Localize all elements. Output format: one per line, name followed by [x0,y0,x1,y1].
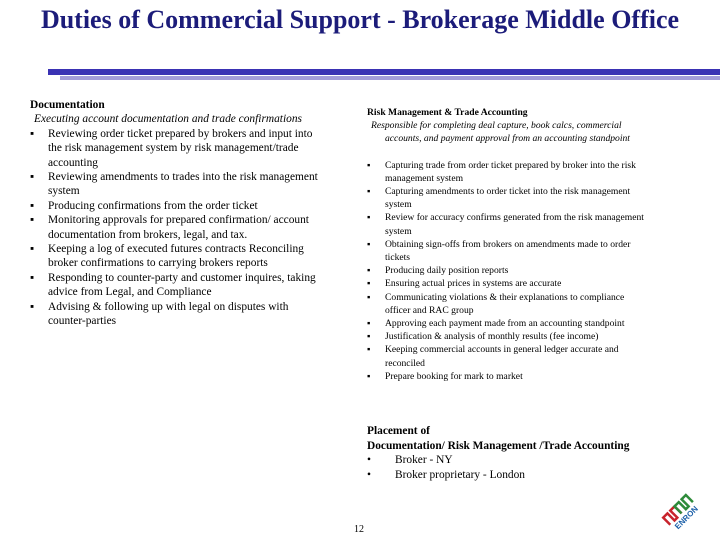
documentation-heading: Documentation [30,99,105,111]
documentation-subtitle: Executing account documentation and trade confirmations [34,113,302,126]
list-item: ▪ Communicating violations & their explanations to compliance officer and RAC group [367,291,625,316]
bullet-icon: ▪ [367,159,371,171]
bullet-icon: ▪ [367,370,371,382]
list-item: ▪ Reviewing amendments to trades into the risk management system [30,171,318,198]
bullet-icon: ▪ [367,344,371,356]
bullet-icon: ▪ [367,318,371,330]
bullet-icon: • [367,468,371,481]
placement-heading-2: Documentation/ Risk Management /Trade Accounting [367,439,630,452]
svg-text:ENRON: ENRON [673,504,700,532]
enron-logo-icon [655,490,710,535]
placement-list [367,453,667,482]
bullet-icon: ▪ [30,199,35,212]
bullet-icon: ▪ [367,238,371,250]
list-item: ▪ Advising & following up with legal on disputes with counter-parties [30,300,289,328]
bullet-icon: ▪ [30,300,35,313]
list-item: ▪ Ensuring actual prices in systems are accurate [367,278,562,290]
bullet-icon: ▪ [367,212,371,224]
page-number: 12 [354,524,364,535]
bullet-icon: • [367,454,371,467]
placement-heading: Placement of [367,425,430,437]
bullet-icon: ▪ [367,291,371,303]
list-item: ▪ Capturing amendments to order ticket into the risk management system [367,186,631,211]
list-item: ▪ Prepare booking for mark to market [367,370,523,382]
list-item: ▪ Review for accuracy confirms generated from the risk management system [367,212,644,237]
list-item: ▪ Monitoring approvals for prepared confirmation/ account documentation from brokers, legal, and tax. [30,214,309,241]
list-item: ▪ Reviewing order ticket prepared by brokers and input into the risk management system by risk management/trade accounting [30,127,313,169]
page-title: Duties of Commercial Support - Brokerage Middle Office [40,5,680,34]
bullet-icon: ▪ [367,278,371,290]
list-item: ▪ Keeping commercial accounts in general ledger accurate and reconciled [367,344,619,369]
list-item: ▪ Responding to counter-party and customer inquires, taking advice from Legal, and Compliance [30,271,316,299]
list-item: ▪ Capturing trade from order ticket prepared by broker into the risk management system [367,159,636,184]
bullet-icon: ▪ [30,214,35,227]
list-item: ▪ Justification & analysis of monthly results (fee income) [367,331,599,343]
list-item: ▪ Obtaining sign-offs from brokers on amendments made to order tickets [367,238,631,264]
risk-subtitle: Responsible for completing deal capture, book calcs, commercial accounts, and payment approval from an accounting standpoint [371,120,630,145]
bullet-icon: ▪ [30,127,35,140]
title-divider-dark [48,69,720,75]
bullet-icon: ▪ [30,243,35,256]
list-item: ▪ Producing confirmations from the order ticket [30,199,258,212]
documentation-list [30,127,320,329]
list-item: • Broker proprietary - London [367,468,526,481]
list-item: • Broker - NY [367,454,453,467]
risk-list [367,159,652,383]
bullet-icon: ▪ [30,171,35,184]
title-divider-light [60,76,720,80]
bullet-icon: ▪ [367,331,371,343]
risk-management-section [367,106,652,383]
documentation-section [30,98,320,329]
bullet-icon: ▪ [30,271,35,284]
list-item: ▪ Producing daily position reports [367,265,509,277]
placement-section [367,424,667,482]
list-item: ▪ Approving each payment made from an accounting standpoint [367,318,625,330]
risk-heading: Risk Management & Trade Accounting [367,107,528,118]
list-item: ▪ Keeping a log of executed futures contracts Reconciling broker confirmations to carrying brokers reports [30,243,304,270]
bullet-icon: ▪ [367,265,371,277]
bullet-icon: ▪ [367,186,371,198]
